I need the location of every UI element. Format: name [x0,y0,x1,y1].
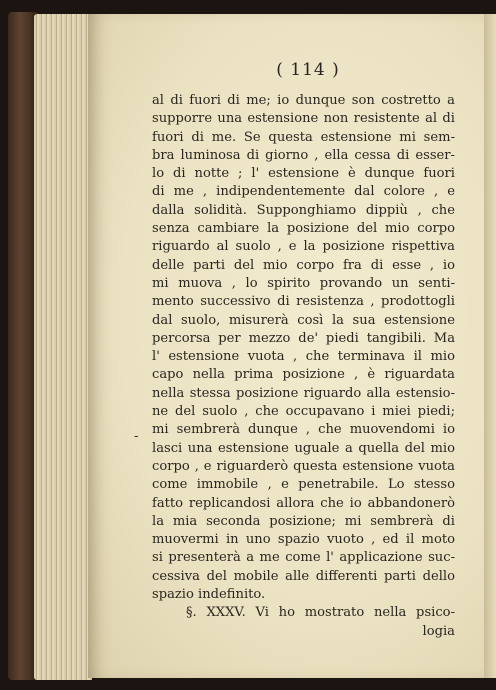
text-line: fuori di me. Se questa estensione mi sem- [152,129,455,145]
text-line: mi muova , lo spirito provando un senti- [152,275,455,291]
page-edges [34,14,92,680]
text-line: senza cambiare la posizione del mio corpo [152,221,455,237]
text-line: lasci una estensione uguale a quella del mio [152,440,455,456]
text-line: di me , indipendentemente dal colore , e [152,184,455,200]
catchword: logia [422,623,455,639]
page-number: ( 114 ) [276,60,340,80]
text-line: fatto replicandosi allora che io abbandonerò [152,495,455,511]
text-line: l' estensione vuota , che terminava il mio [152,349,455,365]
text-line: al di fuori di me; io dunque son costretto a [152,93,455,108]
text-line: ne del suolo , che occupavano i miei piedi; [152,404,455,420]
text-line: lo di notte ; l' estensione è dunque fuori [152,166,455,182]
text-line: corpo , e riguarderò questa estensione vuota [152,458,455,474]
text-line: come immobile , e penetrabile. Lo stesso [152,477,455,493]
text-line: cessiva del mobile alle differenti parti dello [152,568,455,584]
text-line: nella stessa posizione riguardo alla estensio- [152,385,455,401]
text-line: muovermi in uno spazio vuoto , ed il moto [152,532,455,548]
body-text [152,92,455,641]
text-line: supporre una estensione non resistente al di [152,111,455,127]
text-line: percorsa per mezzo de' piedi tangibili. Ma [152,330,455,346]
text-line: bra luminosa di giorno , ella cessa di esser- [152,147,455,163]
text-line: dal suolo, misurerà così la sua estensione [152,312,455,328]
text-line: dalla solidità. Supponghiamo dippiù , che [152,202,455,218]
margin-mark: - [134,429,139,444]
facing-page-edge [484,14,496,678]
text-line: si presenterà a me come l' applicazione suc- [152,550,455,566]
section-heading-line: §. XXXV. Vi ho mostrato nella psico- [186,605,455,621]
text-line: la mia seconda posizione; mi sembrerà di [152,513,455,529]
text-line: capo nella prima posizione , è riguardata [152,367,455,383]
text-line: mento successivo di resistenza , prodottogli [152,294,455,310]
text-line: riguardo al suolo , e la posizione rispettiva [152,239,455,255]
text-line: mi sembrerà dunque , che muovendomi io [152,422,455,438]
text-line: delle parti del mio corpo fra di esse , io [152,257,455,273]
text-line: spazio indefinito. [152,587,266,603]
